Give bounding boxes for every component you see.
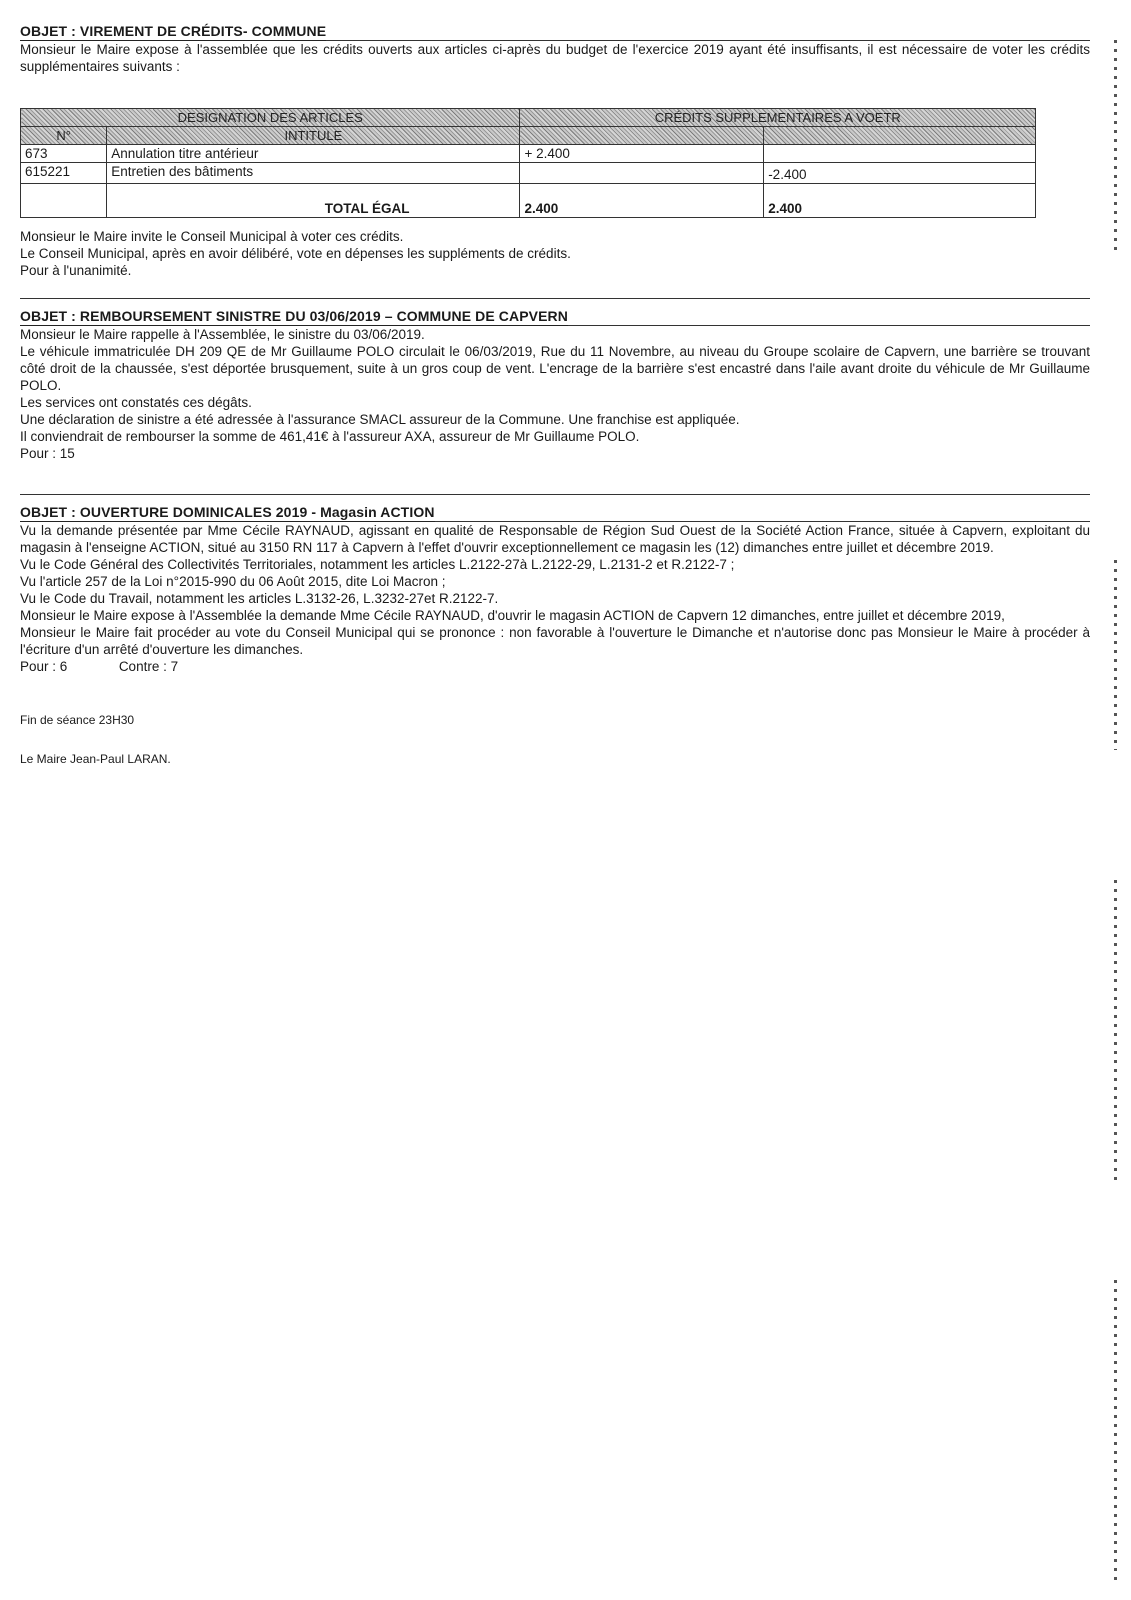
divider xyxy=(20,298,1090,299)
scan-mark xyxy=(1114,40,1117,250)
vote-pour: Pour : 6 xyxy=(20,659,68,674)
header-credits: CRÉDITS SUPPLEMENTAIRES A VOETR xyxy=(520,109,1036,127)
cell-credit-2 xyxy=(764,145,1036,163)
scan-mark xyxy=(1114,560,1117,750)
cell-intitule: Annulation titre antérieur xyxy=(107,145,520,163)
text-line: Il conviendrait de rembourser la somme de 461,41€ à l'assureur AXA, assureur de Mr Guillaume POLO. xyxy=(20,429,640,444)
section-title: OBJET : REMBOURSEMENT SINISTRE DU 03/06/2019 – COMMUNE DE CAPVERN xyxy=(20,308,568,324)
table-row xyxy=(21,145,1036,163)
scan-mark xyxy=(1114,880,1117,1180)
cell-n: 615221 xyxy=(21,163,107,184)
text-line: Monsieur le Maire fait procéder au vote du Conseil Municipal qui se prononce : non favorable à l'ouverture le Dimanche et n'autorise donc pas Monsieur le Maire à procéder à l'écriture d'un arrêté d'ouverture les dimanches. xyxy=(20,625,1090,657)
text-line: Vu le Code du Travail, notamment les articles L.3132-26, L.3232-27et R.2122-7. xyxy=(20,591,499,606)
table-total-row xyxy=(21,200,1036,218)
text-line: Monsieur le Maire expose à l'Assemblée la demande Mme Cécile RAYNAUD, d'ouvrir le magasin ACTION de Capvern 12 dimanches, entre juillet et décembre 2019, xyxy=(20,608,1005,623)
credits-table xyxy=(20,108,1036,218)
vote-contre: Contre : 7 xyxy=(118,659,179,674)
table-row-spacer xyxy=(21,184,1036,201)
table-row xyxy=(21,163,1036,184)
header-blank xyxy=(764,127,1036,145)
section-sinistre xyxy=(20,298,1090,462)
cell-n: 673 xyxy=(21,145,107,163)
scan-mark xyxy=(1114,1280,1117,1580)
section-virement xyxy=(20,22,1090,75)
header-intitule: INTITULE xyxy=(107,127,520,145)
cell-credit-2: -2.400 xyxy=(764,163,1036,184)
text-line: Vu le Code Général des Collectivités Territoriales, notamment les articles L.2122-27à L.2122-29, L.2131-2 et R.2122-7 ; xyxy=(20,557,735,572)
text-line: Une déclaration de sinistre a été adressée à l'assurance SMACL assureur de la Commune. Une franchise est appliquée. xyxy=(20,412,740,427)
total-credit-1: 2.400 xyxy=(520,200,764,218)
text-line: Le Conseil Municipal, après en avoir délibéré, vote en dépenses les suppléments de crédits. xyxy=(20,246,571,261)
text-line: Les services ont constatés ces dégâts. xyxy=(20,395,252,410)
cell-credit-1: + 2.400 xyxy=(520,145,764,163)
header-n: N° xyxy=(21,127,107,145)
vote-line xyxy=(20,658,1090,675)
text-line: Le véhicule immatriculée DH 209 QE de Mr Guillaume POLO circulait le 06/03/2019, Rue du 11 Novembre, au niveau du Groupe scolaire de Capvern, une barrière se trouvant côté droit de la chaussée, s'est déportée brusquement, suite à un gros coup de vent. L'encrage de la barrière s'est encastré dans l'aile avant droite du véhicule de Mr Guillaume POLO. xyxy=(20,344,1090,393)
header-blank xyxy=(520,127,764,145)
cell-intitule: Entretien des bâtiments xyxy=(107,163,520,184)
mayor-signature: Le Maire Jean-Paul LARAN. xyxy=(20,752,171,766)
vote-line: Pour : 15 xyxy=(20,446,75,461)
header-designation: DESIGNATION DES ARTICLES xyxy=(21,109,520,127)
text-line: Monsieur le Maire rappelle à l'Assemblée, le sinistre du 03/06/2019. xyxy=(20,327,425,342)
cell-credit-1 xyxy=(520,163,764,184)
total-label: TOTAL ÉGAL xyxy=(107,200,520,218)
text-line: Pour à l'unanimité. xyxy=(20,263,132,278)
text-line: Vu l'article 257 de la Loi n°2015-990 du 06 Août 2015, dite Loi Macron ; xyxy=(20,574,446,589)
section-title: OBJET : VIREMENT DE CRÉDITS- COMMUNE xyxy=(20,23,327,39)
section-intro: Monsieur le Maire expose à l'assemblée que les crédits ouverts aux articles ci-après du budget de l'exercice 2019 ayant été insuffisants, il est nécessaire de voter les crédits supplémentaires suivants : xyxy=(20,42,1090,74)
divider xyxy=(20,494,1090,495)
section-ouverture xyxy=(20,494,1090,675)
section-title: OBJET : OUVERTURE DOMINICALES 2019 - Magasin ACTION xyxy=(20,504,435,520)
total-credit-2: 2.400 xyxy=(764,200,1036,218)
session-end: Fin de séance 23H30 xyxy=(20,713,135,727)
text-line: Vu la demande présentée par Mme Cécile RAYNAUD, agissant en qualité de Responsable de Région Sud Ouest de la Société Action France, située à Capvern, exploitant du magasin à l'enseigne ACTION, situé au 3150 RN 117 à Capvern à l'effet d'ouvrir exceptionnellement ce magasin les (12) dimanches entre juillet et décembre 2019. xyxy=(20,523,1090,555)
text-line: Monsieur le Maire invite le Conseil Municipal à voter ces crédits. xyxy=(20,229,404,244)
section-virement-outcome xyxy=(20,228,1090,279)
